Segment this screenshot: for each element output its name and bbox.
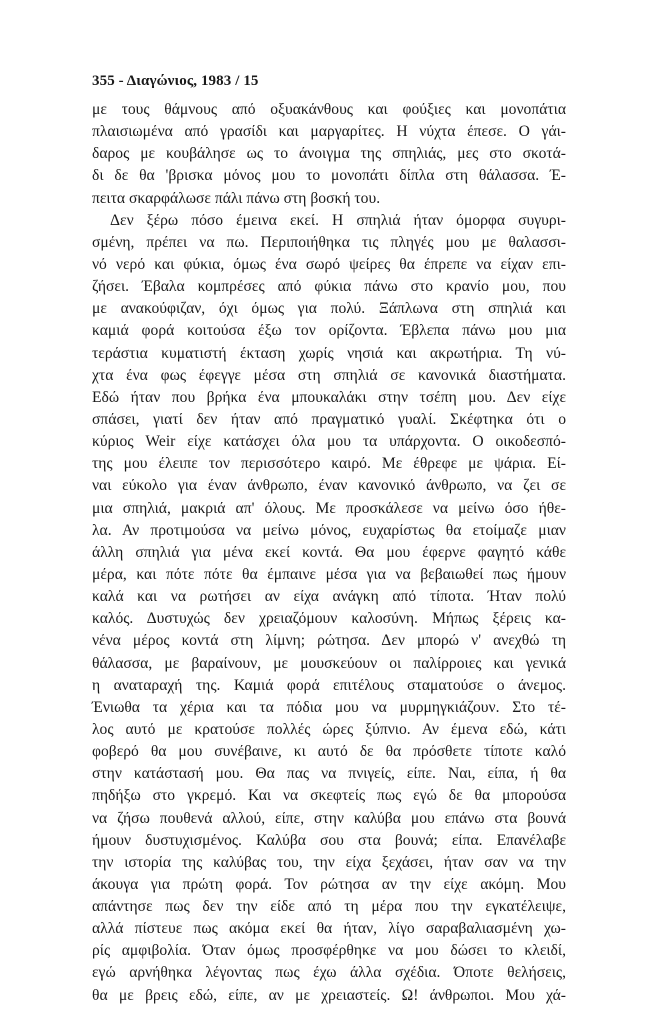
text-line: να ζήσω πουθενά αλλού, είπε, στην καλύβα μου επάνω στα βουνά — [92, 809, 566, 827]
text-line: ρίς αμφιβολία. Όταν όμως προσφέρθηκε να μου δώσει το κλειδί, — [92, 942, 566, 960]
text-line: θάλασσα, με βαραίνουν, με μουσκεύουν οι παλίρροιες και γενικά — [92, 654, 566, 672]
text-line: αλλά πίστευε πως ακόμα εκεί θα ήταν, λίγο σαραβαλιασμένη χω- — [92, 920, 566, 938]
text-line: ήμουν δυστυχισμένος. Καλύβα σου στα βουνά; είπα. Επανέλαβε — [92, 831, 566, 849]
text-line: νένα μέρος κοντά στη λίμνη; ρώτησα. Δεν μπορώ ν' ανεχθώ τη — [92, 632, 566, 650]
text-line: ναι εύκολο για έναν άνθρωπο, έναν κανονικό άνθρωπο, να ζει σε — [92, 477, 566, 495]
text-line: ζήσει. Έβαλα κομπρέσες από φύκια πάνω στο κρανίο μου, που — [92, 278, 566, 296]
text-line: λα. Αν προτιμούσα να μείνω μόνος, ευχαρίστως θα ετοίμαζε μιαν — [92, 521, 566, 539]
text-line: καλά και να ρωτήσει αν είχα ανάγκη από τίποτα. Ήταν πολύ — [92, 588, 566, 606]
text-line: άλλη σπηλιά για μένα εκεί κοντά. Θα μου έφερνε φαγητό κάθε — [92, 543, 566, 561]
running-head: 355 - Διαγώνιος, 1983 / 15 — [92, 73, 259, 89]
text-line: η αναταραχή της. Καμιά φορά επιτέλους σταματούσε ο άνεμος. — [92, 676, 566, 694]
text-line: την ιστορία της καλύβας του, την είχα ξεχάσει, ήταν σαν να την — [92, 853, 566, 871]
text-line: Εδώ ήταν που βρήκα ένα μπουκαλάκι στην τσέπη μου. Δεν είχε — [92, 388, 566, 406]
text-line: τεράστια κυματιστή έκταση χωρίς νησιά και ακρωτήρια. Τη νύ- — [92, 344, 566, 362]
text-line: καμιά φορά κοιτούσα έξω τον ορίζοντα. Έβλεπα πάνω μου μια — [92, 322, 566, 340]
text-line: δαρος με κουβάλησε ως το άνοιγμα της σπηλιάς, μες στο σκοτά- — [92, 145, 566, 163]
text-line: πειτα σκαρφάλωσε πάλι πάνω στη βοσκή του. — [92, 189, 381, 207]
text-line: άκουγα για πρώτη φορά. Τον ρώτησα αν την είχε ακόμη. Μου — [92, 875, 566, 893]
text-line: της μου έλειπε τον περισσότερο καιρό. Με έθρεφε με ψάρια. Εί- — [92, 455, 566, 473]
text-line: λος αυτό με κρατούσε πολλές ώρες ξύπνιο. Αν έμενα εδώ, κάτι — [92, 720, 566, 738]
text-line: νό νερό και φύκια, όμως ένα σωρό ψείρες θα έπρεπε να είχαν επι- — [92, 255, 566, 273]
text-line: πηδήξω στο γκρεμό. Και να σκεφτείς πως εγώ δε θα μπορούσα — [92, 787, 566, 805]
body-text — [92, 99, 566, 1007]
text-line: με ανακούφιζαν, όχι όμως για πολύ. Ξάπλωνα στη σπηλιά και — [92, 300, 566, 318]
text-line: σμένη, πρέπει να πω. Περιποιήθηκα τις πληγές μου με θαλασσι- — [92, 233, 566, 251]
text-line: με τους θάμνους από οξυακάνθους και φούξιες και μονοπάτια — [92, 101, 566, 118]
text-line: κύριος Weir είχε κατάσχει όλα μου τα υπάρχοντα. Ο οικοδεσπό- — [92, 433, 566, 451]
text-line: φοβερό θα μου συνέβαινε, κι αυτό δε θα πρόσθετε τίποτε καλό — [92, 743, 566, 761]
text-line: σπάσει, γιατί δεν ήταν από πραγματικό γυαλί. Σκέφτηκα ότι ο — [92, 410, 566, 428]
text-line: στην κατάστασή μου. Θα πας να πνιγείς, είπε. Ναι, είπα, ή θα — [92, 765, 566, 783]
text-line: καλός. Δυστυχώς δεν χρειαζόμουν καλοσύνη. Μήπως ξέρεις κα- — [92, 610, 566, 628]
text-line: απάντησε πως δεν την είδε από τη μέρα που την εγκατέλειψε, — [92, 898, 566, 916]
text-line: εγώ αρνήθηκα λέγοντας πως έχω άλλα σχέδια. Όποτε θελήσεις, — [92, 964, 566, 982]
text-line: μέρα, και πότε πότε θα έμπαινε μέσα για να βεβαιωθεί πως ήμουν — [92, 565, 566, 583]
text-line: μια σπηλιά, μακριά απ' όλους. Με προσκάλεσε να μείνω όσο ήθε- — [92, 499, 566, 517]
text-line: πλαισιωμένα από γρασίδι και μαργαρίτες. Η νύχτα έπεσε. Ο γάι- — [92, 123, 566, 141]
text-line: Δεν ξέρω πόσο έμεινα εκεί. Η σπηλιά ήταν όμορφα συγυρι- — [110, 211, 566, 229]
text-line: δι δε θα 'βρισκα μόνος μου το μονοπάτι δίπλα στη θάλασσα. Έ- — [92, 167, 566, 185]
text-line: θα με βρεις εδώ, είπε, αν με χρειαστείς. Ω! άνθρωποι. Μου χά- — [92, 986, 566, 1004]
text-line: χτα ένα φως έφεγγε μέσα στη σπηλιά σε κανονικά διαστήματα. — [92, 366, 566, 384]
text-line: Ένιωθα τα χέρια και τα πόδια μου να μυρμηγκιάζουν. Στο τέ- — [92, 698, 566, 716]
